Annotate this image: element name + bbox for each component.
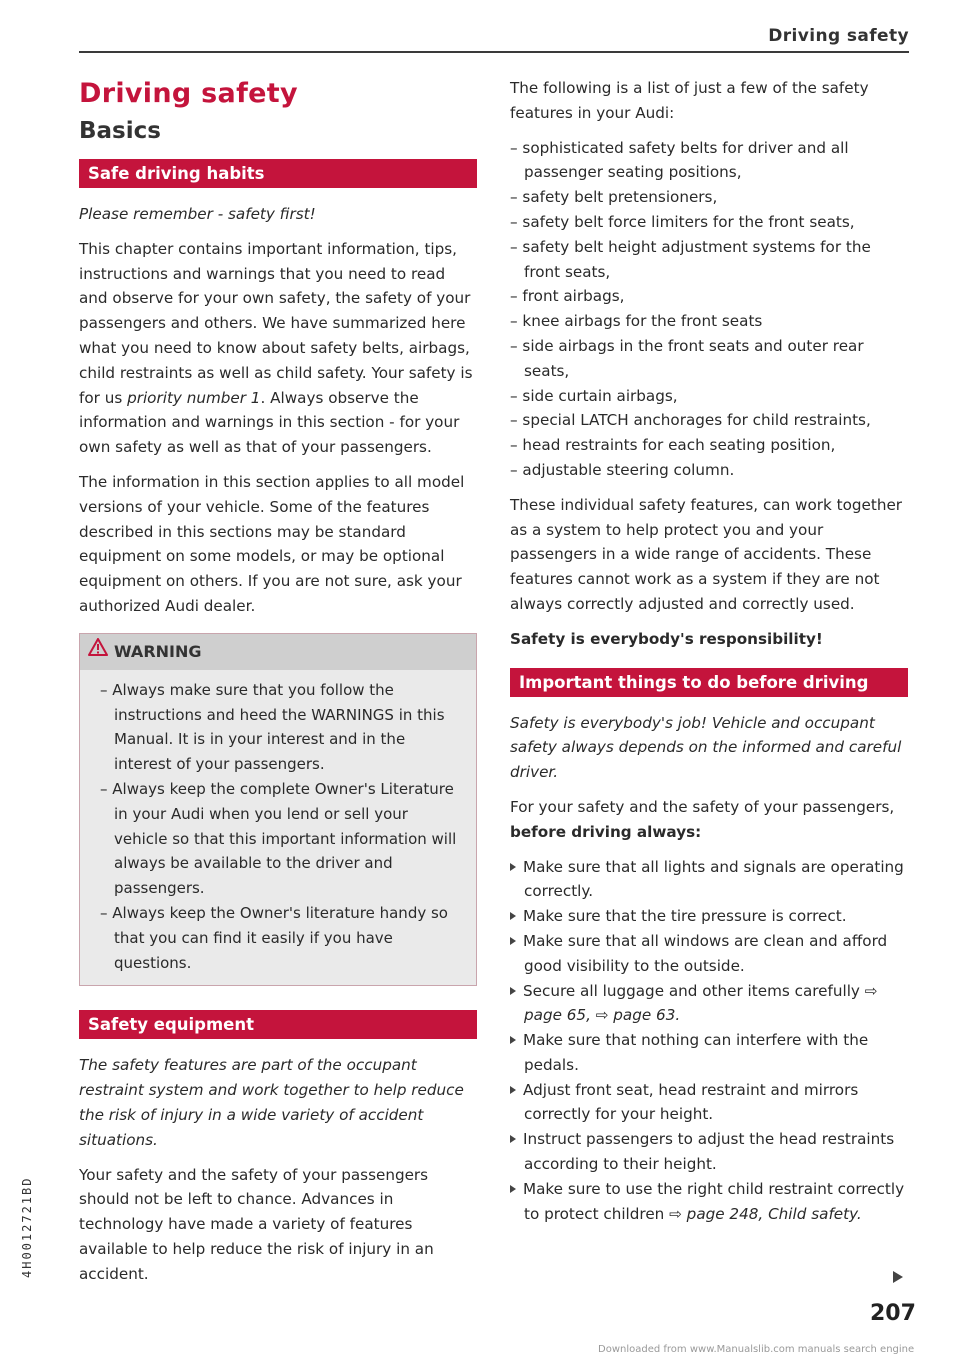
warning-item: – Always keep the Owner's literature handy so that you can find it easily if you have questions. (100, 903, 448, 972)
checklist (510, 855, 908, 1227)
text: Make sure that all windows are clean and afford good visibility to the outside. (523, 931, 888, 975)
text: Make sure that all lights and signals are operating correctly. (523, 857, 904, 901)
list-item (510, 1177, 908, 1227)
list-item: – side airbags in the front seats and outer rear seats, (510, 336, 864, 380)
list-item: – safety belt pretensioners, (510, 188, 718, 207)
intro-safety-first: Please remember - safety first! (79, 205, 316, 223)
text: Adjust front seat, head restraint and mirrors correctly for your height. (523, 1080, 859, 1124)
list-item (510, 979, 908, 1029)
warning-triangle-icon (88, 633, 108, 669)
list-item: – special LATCH anchorages for child restraints, (510, 411, 871, 430)
list-item (510, 855, 908, 905)
bullet-triangle-icon (510, 937, 516, 945)
text: . Always observe the information and warnings in this section - for your own safety as well as that of your passengers. (79, 388, 460, 457)
list-item: – side curtain airbags, (510, 386, 678, 405)
text: For your safety and the safety of your passengers, (510, 797, 895, 816)
warning-item: – Always make sure that you follow the instructions and heed the WARNINGS in this Manual. It is in your interest and in the interest of your passengers. (100, 680, 445, 774)
bullet-triangle-icon (510, 912, 516, 920)
feature-list (510, 136, 908, 483)
heading-safety-equipment: Safety equipment (79, 1010, 477, 1039)
list-item: – adjustable steering column. (510, 460, 735, 479)
list-item: – safety belt force limiters for the front seats, (510, 212, 855, 231)
warning-header (80, 634, 476, 670)
page-number: 207 (870, 1301, 916, 1326)
emphasis: priority number 1 (127, 388, 261, 407)
bullet-triangle-icon (510, 1135, 516, 1143)
continue-arrow-icon (893, 1271, 903, 1283)
bullet-triangle-icon (510, 987, 516, 995)
bold-responsibility: Safety is everybody's responsibility! (510, 629, 823, 648)
document-code: 4H0012721BD (20, 1176, 34, 1278)
text: Make sure that the tire pressure is correct. (523, 907, 847, 926)
paragraph-before-driving (510, 795, 908, 845)
list-item: – head restraints for each seating position, (510, 436, 836, 455)
text: This chapter contains important information, tips, instructions and warnings that you need to read and observe for your own safety, the safety of your passengers and others. We have summarized here what you need to know about safety belts, airbags, child restraints as well as child safety. Your safety is for us (79, 239, 473, 407)
list-item: – knee airbags for the front seats (510, 312, 763, 331)
paragraph-system: These individual safety features, can work together as a system to help protect you and your passengers in a wide range of accidents. These features cannot work as a system if they are not always correctly adjusted and correctly used. (510, 495, 903, 613)
paragraph-technology: Your safety and the safety of your passengers should not be left to chance. Advances in technology have made a variety of features available to help reduce the risk of injury in an accident. (79, 1165, 434, 1283)
right-column (510, 76, 908, 1226)
paragraph-model-versions: The information in this section applies to all model versions of your vehicle. Some of the features described in this sections may be standard equipment on some models, or may be optional equipment on others. If you are not sure, ask your authorized Audi dealer. (79, 472, 465, 615)
list-item: – safety belt height adjustment systems for the front seats, (510, 237, 871, 281)
warning-box (79, 633, 477, 987)
list-item (510, 929, 908, 979)
text: Instruct passengers to adjust the head restraints according to their height. (523, 1130, 895, 1174)
left-column (79, 66, 477, 1296)
bullet-triangle-icon (510, 1036, 516, 1044)
paragraph-feature-intro: The following is a list of just a few of the safety features in your Audi: (510, 79, 869, 122)
running-head: Driving safety (768, 26, 909, 46)
page-reference-link[interactable]: ⇨ page 248, Child safety. (669, 1204, 862, 1223)
text: Secure all luggage and other items carefully (523, 981, 865, 1000)
text: Make sure to use the right child restraint correctly to protect children (523, 1179, 905, 1223)
text: Make sure that nothing can interfere with the pedals. (523, 1031, 869, 1074)
paragraph-chapter-info (79, 237, 477, 460)
section-title: Basics (79, 118, 161, 144)
bullet-triangle-icon (510, 1086, 516, 1094)
list-item (510, 1028, 908, 1078)
list-item (510, 904, 908, 929)
page-reference-link[interactable]: ⇨ page 65, ⇨ page 63. (524, 981, 878, 1025)
bullet-triangle-icon (510, 863, 516, 871)
bold-text: before driving always: (510, 822, 702, 841)
top-rule (79, 51, 909, 53)
list-item: – front airbags, (510, 287, 625, 306)
list-item: – sophisticated safety belts for driver and all passenger seating positions, (510, 138, 849, 182)
list-item (510, 1078, 908, 1128)
chapter-title: Driving safety (79, 78, 298, 109)
heading-before-driving: Important things to do before driving (510, 668, 908, 697)
list-item (510, 1127, 908, 1177)
intro-safety-equipment: The safety features are part of the occupant restraint system and work together to help reduce the risk of injury in a wide variety of accident situations. (79, 1056, 464, 1149)
warning-list (80, 670, 476, 986)
heading-safe-driving-habits: Safe driving habits (79, 159, 477, 188)
intro-before-driving: Safety is everybody's job! Vehicle and occupant safety always depends on the informed and careful driver. (510, 713, 902, 782)
bullet-triangle-icon (510, 1185, 516, 1193)
warning-item: – Always keep the complete Owner's Literature in your Audi when you lend or sell your vehicle so that this important information will always be available to the driver and passengers. (100, 779, 457, 898)
warning-title: WARNING (114, 641, 202, 661)
footer-note: Downloaded from www.Manualslib.com manuals search engine (598, 1344, 915, 1355)
